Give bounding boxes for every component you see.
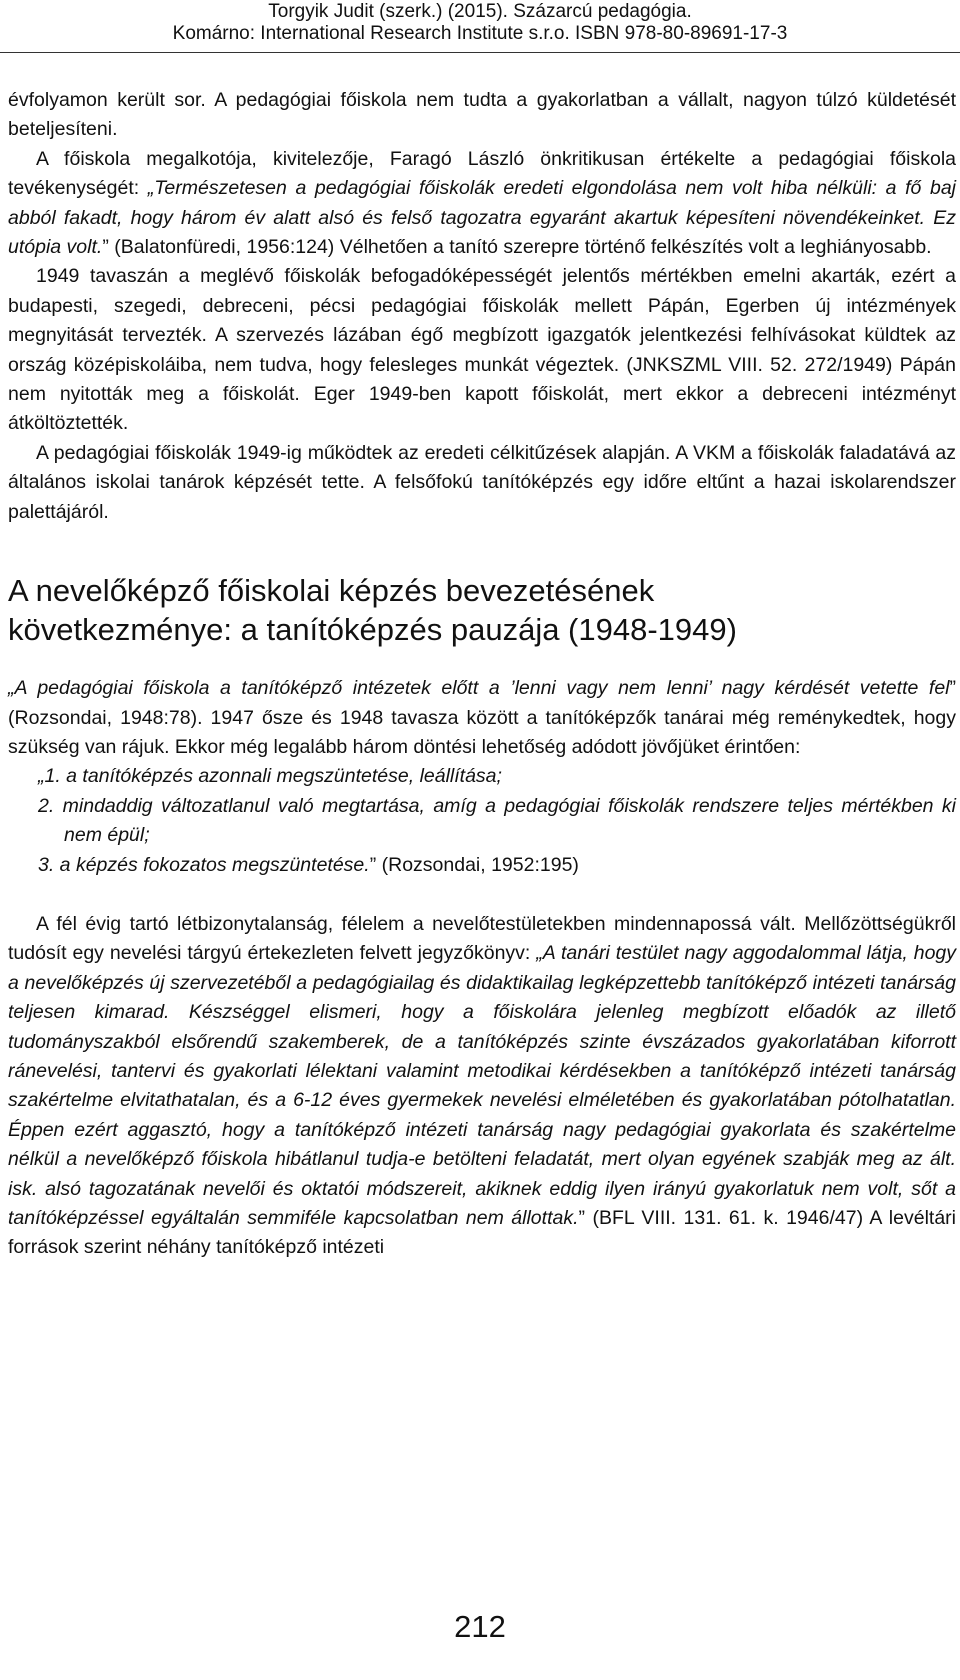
paragraph-3: 1949 tavaszán a meglévő főiskolák befogadóképességét jelentős mértékben emelni akarták, ezért a budapesti, szegedi, debreceni, pécsi pedagógiai főiskolák mellett Pápán, Egerben új intézmények megnyitását tervezték. A szervezés lázában égő megbízott igazgatók jelentkezési felhívásokat küldtek az ország középiskoláiba, nem tudva, hogy felesleges munkát végeztek. (JNKSZML VIII. 52. 272/1949) Pápán nem nyitották meg a főiskolát. Eger 1949-ben kapott főiskolát, mert ekkor a debreceni intézményt átköltöztették. <box>8 265 956 435</box>
paragraph-6-quote: „A tanári testület nagy aggodalommal látja, hogy a nevelőképzés új szervezetéből a pedagógiailag és didaktikailag legképzettebb tanítóképző intézeti tanárság teljesen kimarad. Készséggel elismeri, hogy a főiskolára jelenleg megbízott előadók az illető tudományszakból elsőrendű szakemberek, de a tanítóképzés szinte évszázados gyakorlatában kiforrott ránevelési, tantervi és gyakorlati lélektani valamint metodikai kérdésekben a tanítóképző intézeti tanárság szakértelme elvitathatalan, és a 6-12 éves gyermekek nevelési elméletében és gyakorlatában pótolhatatlan. Éppen ezért aggasztó, hogy a tanítóképző intézeti tanárság nagy pedagógiai gyakorlata és szakértelme nélkül a nevelőképző főiskola hibátlanul tudja-e betölteni feladatát, mert olyan egyének szabják meg az ált. isk. alsó tagozatának nevelői és oktatói módszereit, akiknek eddig ilyen irányú gyakorlatuk nem volt, sőt a tanítóképzéssel egyáltalán semmiféle kapcsolatban nem állottak. <box>8 942 957 1229</box>
paragraph-5 <box>8 674 956 762</box>
section-heading <box>8 571 956 649</box>
list-item-1-text: „1. a tanítóképzés azonnali megszüntetése, leállítása; <box>38 765 502 788</box>
paragraph-6 <box>8 910 956 1263</box>
list-item <box>38 792 956 851</box>
list-item <box>38 851 956 880</box>
page-number: 212 <box>454 1609 506 1644</box>
list-item <box>38 762 956 791</box>
paragraph-2 <box>8 145 956 263</box>
header-divider <box>0 52 960 53</box>
paragraph-6-citation: ” (BFL VIII. 131. 61. k. 1946/47) A levéltári források szerint néhány tanítóképző intézeti <box>8 1207 956 1259</box>
paragraph-2-quote: „Természetesen a pedagógiai főiskolák eredeti elgondolása nem volt hiba nélküli: a fő baj abból fakadt, hogy három év alatt alsó és felső tagozatra egyaránt akartuk képesíteni növendékeinket. Ez utópia volt. <box>8 177 956 259</box>
list-item-3-text: 3. a képzés fokozatos megszüntetése. <box>38 853 370 876</box>
paragraph-5-text: ” (Rozsondai, 1948:78). 1947 ősze és 1948 tavasza között a tanítóképzők tanárai még reménykedtek, hogy szükség van rájuk. Ekkor még legalább három döntési lehetőség adódott jövőjüket érintően: <box>8 677 956 758</box>
section-heading-line-1: A nevelőképző főiskolai képzés bevezetésének <box>8 573 655 609</box>
paragraph-2-text: A főiskola megalkotója, kivitelezője, Faragó László önkritikusan értékelte a pedagógiai főiskola tevékenységét: <box>8 147 956 200</box>
paragraph-1: évfolyamon került sor. A pedagógiai főiskola nem tudta a gyakorlatban a vállalt, nagyon túlzó küldetését beteljesíteni. <box>8 89 956 141</box>
section-heading-line-2: következménye: a tanítóképzés pauzája (1948-1949) <box>8 612 737 648</box>
list-item-3-citation: ” (Rozsondai, 1952:195) <box>369 853 579 876</box>
header-citation-line: Torgyik Judit (szerk.) (2015). Százarcú pedagógia. <box>268 1 692 22</box>
page-header <box>0 0 960 45</box>
paragraph-5-quote: „A pedagógiai főiskola a tanítóképző intézetek előtt a ’lenni vagy nem lenni’ nagy kérdését vetette fel <box>8 677 950 700</box>
paragraph-4: A pedagógiai főiskolák 1949-ig működtek az eredeti célkitűzések alapján. A VKM a főiskolák faladatává az általános iskolai tanárok képzését tette. A felsőfokú tanítóképzés egy időre eltűnt a hazai iskolarendszer palettájáról. <box>8 441 956 523</box>
paragraph-2-citation: ” (Balatonfüredi, 1956:124) Vélhetően a tanító szerepre történő felkészítés volt a leghiányosabb. <box>102 236 932 259</box>
paragraph-6-text: A fél évig tartó létbizonytalanság, félelem a nevelőtestületekben mindennapossá vált. Mellőzöttségükről tudósít egy nevelési tárgyú értekezleten felvett jegyzőkönyv: <box>8 912 956 965</box>
options-list <box>8 762 956 880</box>
page-body <box>8 86 956 1263</box>
header-publisher-line: Komárno: International Research Institute s.r.o. ISBN 978-80-89691-17-3 <box>172 23 788 44</box>
list-item-2-text: 2. mindaddig változatlanul való megtartása, amíg a pedagógiai főiskolák rendszere teljes mértékben ki nem épül; <box>38 794 956 847</box>
